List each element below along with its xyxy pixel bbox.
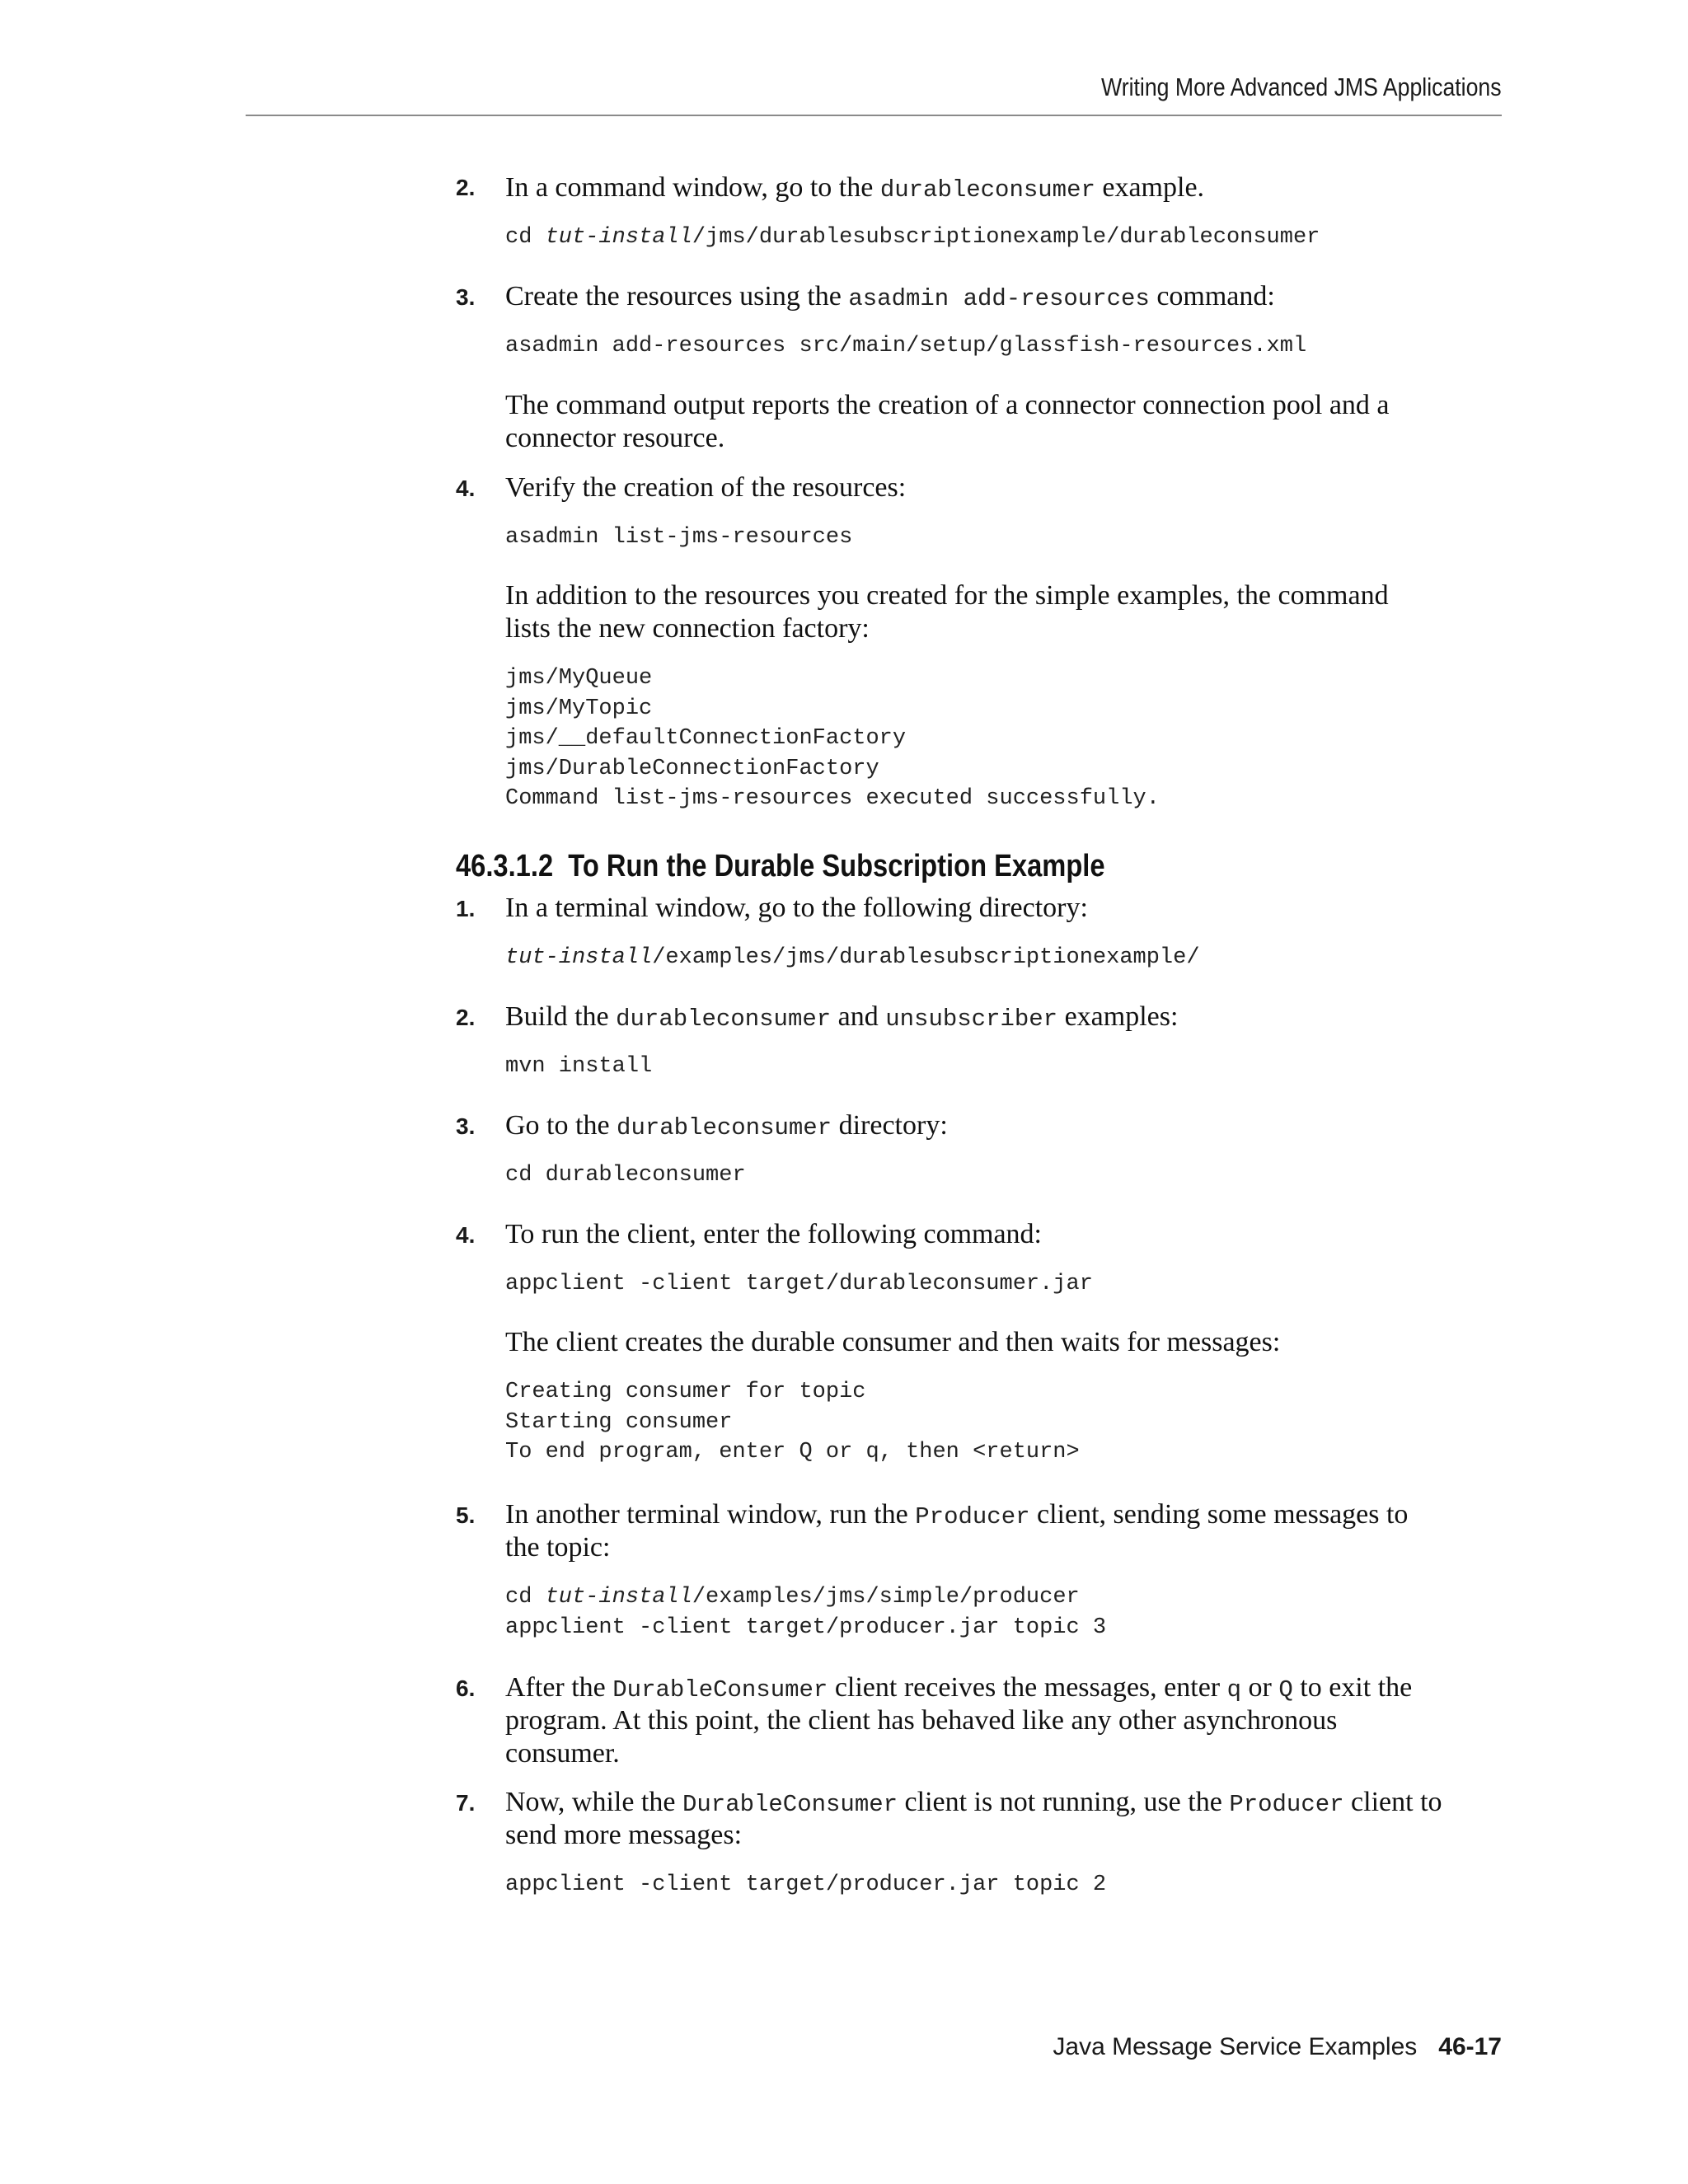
step-number: 4.: [456, 476, 476, 501]
step-text: In a terminal window, go to the following directory:: [505, 893, 1088, 923]
step-text-continued: program. At this point, the client has behaved like any other asynchronous: [505, 1705, 1338, 1736]
code-command: cd tut-install/jms/durablesubscriptionexample/durableconsumer: [505, 225, 1320, 250]
step-number: 3.: [456, 1113, 476, 1139]
step-number: 1.: [456, 896, 476, 921]
code-command: appclient -client target/producer.jar topic 2: [505, 1872, 1107, 1897]
code-output-line: Command list-jms-resources executed successfully.: [505, 786, 1160, 811]
code-command: appclient -client target/producer.jar topic 3: [505, 1615, 1107, 1640]
step-text-continued: the topic:: [505, 1532, 611, 1563]
footer-chapter-title: Java Message Service Examples: [1053, 2033, 1418, 2060]
section-heading: [456, 849, 1105, 884]
step-text: Build the durableconsumer and unsubscriber examples:: [505, 1001, 1179, 1033]
code-output-line: Starting consumer: [505, 1410, 733, 1435]
code-output-line: To end program, enter Q or q, then <return>: [505, 1440, 1080, 1465]
code-command: cd tut-install/examples/jms/simple/producer: [505, 1585, 1080, 1610]
page-footer: [1053, 2033, 1502, 2061]
page-number: 46-17: [1438, 2033, 1502, 2060]
code-command: asadmin add-resources src/main/setup/glassfish-resources.xml: [505, 334, 1307, 359]
section-title: To Run the Durable Subscription Example: [568, 849, 1105, 883]
step-text: In a command window, go to the durableconsumer example.: [505, 172, 1205, 204]
step-text: After the DurableConsumer client receives the messages, enter q or Q to exit the: [505, 1672, 1413, 1704]
step-number: 6.: [456, 1675, 476, 1701]
paragraph-line: lists the new connection factory:: [505, 613, 870, 644]
step-number: 2.: [456, 175, 476, 200]
paragraph-line: The client creates the durable consumer and then waits for messages:: [505, 1327, 1281, 1357]
code-output-line: jms/__defaultConnectionFactory: [505, 726, 907, 751]
step-text: Verify the creation of the resources:: [505, 472, 907, 503]
step-number: 2.: [456, 1005, 476, 1030]
header-divider: [246, 115, 1502, 116]
code-output-line: jms/MyTopic: [505, 696, 653, 721]
code-command: asadmin list-jms-resources: [505, 525, 853, 550]
step-text-continued: send more messages:: [505, 1820, 743, 1850]
code-command: mvn install: [505, 1054, 653, 1079]
step-number: 4.: [456, 1222, 476, 1248]
paragraph-line: connector resource.: [505, 423, 725, 453]
step-text: Now, while the DurableConsumer client is not running, use the Producer client to: [505, 1787, 1442, 1818]
running-header: Writing More Advanced JMS Applications: [1101, 73, 1502, 101]
paragraph-line: The command output reports the creation of a connector connection pool and a: [505, 390, 1390, 420]
code-command: appclient -client target/durableconsumer.jar: [505, 1272, 1093, 1296]
step-number: 7.: [456, 1790, 476, 1816]
code-output-line: jms/DurableConnectionFactory: [505, 757, 879, 781]
step-text-continued: consumer.: [505, 1738, 620, 1769]
step-text: Create the resources using the asadmin add-resources command:: [505, 281, 1275, 312]
code-command: cd durableconsumer: [505, 1163, 746, 1188]
step-number: 3.: [456, 284, 476, 310]
paragraph-line: In addition to the resources you created for the simple examples, the command: [505, 580, 1389, 611]
section-number: 46.3.1.2: [456, 849, 554, 883]
step-text: To run the client, enter the following command:: [505, 1219, 1042, 1249]
code-output-line: Creating consumer for topic: [505, 1380, 866, 1404]
step-text: In another terminal window, run the Producer client, sending some messages to: [505, 1499, 1409, 1530]
step-number: 5.: [456, 1502, 476, 1528]
step-text: Go to the durableconsumer directory:: [505, 1110, 948, 1141]
code-output-line: jms/MyQueue: [505, 666, 653, 691]
code-command: tut-install/examples/jms/durablesubscriptionexample/: [505, 945, 1200, 970]
